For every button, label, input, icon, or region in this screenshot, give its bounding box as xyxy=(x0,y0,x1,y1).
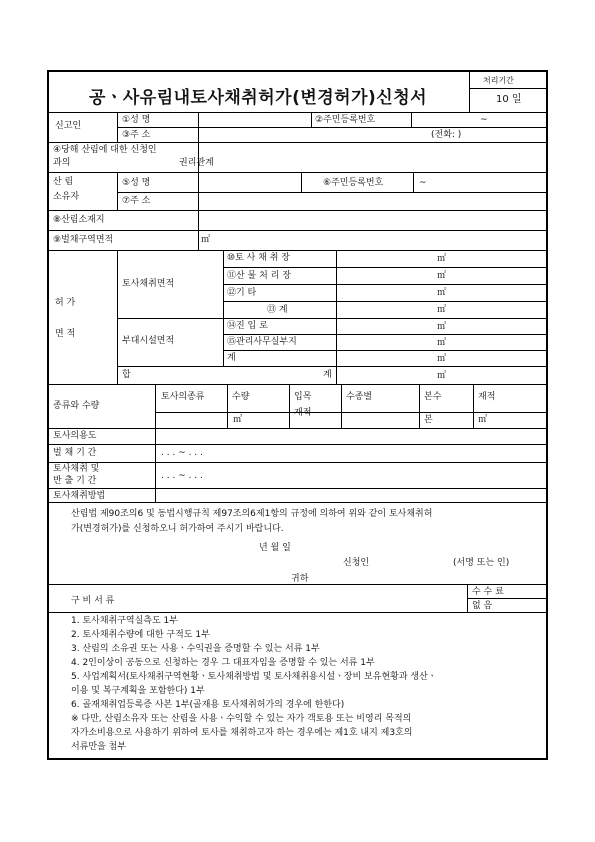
declaration-signer: 신청인 xyxy=(343,558,370,568)
document-item: 5. 사업계획서(토사채취구역현황ㆍ토사채취방법 및 토사채취용시설ㆍ장비 보유현황과 생산ㆍ xyxy=(71,672,437,682)
felling-period-dates: . . . ~ . . . xyxy=(161,448,203,458)
felling-area-label: ⑨벌채구역면적 xyxy=(53,235,114,245)
extraction-period-label-1: 토사채취 및 xyxy=(53,464,100,474)
unit: ㎡ xyxy=(437,338,447,348)
declaration-date: 년 월 일 xyxy=(259,543,291,553)
applicant-regno-separator: ~ xyxy=(480,115,488,125)
declaration-to: 귀하 xyxy=(291,574,309,584)
applicant-label: 신고인 xyxy=(55,121,82,131)
applicant-phone-label: (전화: ) xyxy=(431,130,462,140)
document-item: 4. 2인이상이 공동으로 신청하는 경우 그 대표자임을 증명할 수 있는 서류 1부 xyxy=(71,658,375,668)
extraction-method-label: 토사채취방법 xyxy=(53,491,106,501)
document-note: 서류만을 첨부 xyxy=(71,742,127,752)
soil-type-header: 토사의종류 xyxy=(161,392,205,402)
declaration-sign: (서명 또는 인) xyxy=(453,558,510,568)
application-form xyxy=(47,70,548,760)
total-label: 합 xyxy=(122,370,131,380)
rights-label-line1: ④당해 산림에 대한 신청인 xyxy=(53,145,157,155)
unit: ㎡ xyxy=(437,305,447,315)
owner-regno-separator: ~ xyxy=(419,178,427,188)
species-quantity-label: 종류와 수량 xyxy=(53,401,100,411)
location-label: ⑧산림소재지 xyxy=(53,215,105,225)
volume-unit: ㎥ xyxy=(478,415,488,425)
timber-volume-header-1: 입목 xyxy=(294,392,312,402)
form-title: 공ㆍ사유림내토사채취허가(변경허가)신청서 xyxy=(89,88,428,108)
applicant-address-label: ③주 소 xyxy=(122,130,151,140)
volume-header: 재적 xyxy=(478,392,496,402)
declaration-line2: 가(변경허가)를 신청하오니 허가하여 주시기 바랍니다. xyxy=(71,524,284,534)
owner-regno-label: ⑥주민등록번호 xyxy=(323,178,384,188)
permit-label-a: 허 가 xyxy=(55,298,76,308)
applicant-regno-label: ②주민등록번호 xyxy=(315,115,376,125)
unit: ㎡ xyxy=(437,288,447,298)
facility-item-road: ⑭진 입 로 xyxy=(227,321,268,331)
unit: ㎡ xyxy=(437,354,447,364)
document-note: 자가소비용으로 사용하기 위하여 토사를 채취하고자 하는 경우에는 제1호 내지 제3호의 xyxy=(71,728,413,738)
processing-period-value: 10 일 xyxy=(496,94,522,105)
unit: ㎡ xyxy=(437,322,447,332)
document-note: ※ 다만, 산림소유자 또는 산림을 사용ㆍ수익할 수 있는 자가 객토용 또는 비영리 목적의 xyxy=(71,714,412,724)
document-item: 1. 토사채취구역실측도 1부 xyxy=(71,616,178,626)
rights-label-line2a: 과의 xyxy=(53,158,71,168)
unit: ㎡ xyxy=(437,371,447,381)
species-header: 수종별 xyxy=(346,392,373,402)
document-item: 2. 토사채취수량에 대한 구적도 1부 xyxy=(71,630,210,640)
owner-label-top: 산 림 xyxy=(53,177,74,187)
facility-item-subtotal: 계 xyxy=(227,353,236,363)
unit: ㎡ xyxy=(437,254,447,264)
rights-label-line2b: 권리관계 xyxy=(179,158,214,168)
applicant-name-label: ①성 명 xyxy=(122,115,151,125)
fee-label: 수 수 료 xyxy=(472,587,504,597)
owner-address-label: ⑦주 소 xyxy=(122,196,151,206)
permit-item-subtotal: ⑬ 계 xyxy=(267,305,288,315)
facility-item-office: ⑮관리사무실부지 xyxy=(227,337,297,347)
owner-label-bottom: 소유자 xyxy=(53,192,80,202)
document-item: 6. 골재채취업등록증 사본 1부(골재용 토사채취허가의 경우에 한한다) xyxy=(71,700,345,710)
declaration-line1: 산림법 제90조의6 및 동법시행규칙 제97조의6제1항의 규정에 의하여 위와 같이 토사채취허 xyxy=(71,509,433,519)
soil-area-label: 토사채취면적 xyxy=(122,279,175,289)
total-suffix: 계 xyxy=(323,370,332,380)
processing-period-label: 처리기간 xyxy=(483,76,514,85)
count-header: 본수 xyxy=(424,392,442,402)
owner-name-label: ⑤성 명 xyxy=(122,178,151,188)
count-unit: 본 xyxy=(424,415,433,425)
felling-period-label: 벌 채 기 간 xyxy=(53,448,97,458)
document-item: 이용 및 복구계획을 포함한다) 1부 xyxy=(71,686,205,696)
document-item: 3. 산림의 소유권 또는 사용ㆍ수익권을 증명할 수 있는 서류 1부 xyxy=(71,644,320,654)
extraction-period-label-2: 반 출 기 간 xyxy=(53,476,97,486)
facility-area-label: 부대시설면적 xyxy=(122,336,175,346)
permit-label-b: 면 적 xyxy=(55,329,76,339)
permit-item-other: ⑫기 타 xyxy=(227,288,257,298)
extraction-period-dates: . . . ~ . . . xyxy=(161,471,203,481)
permit-item-soil: ⑩토 사 채 취 장 xyxy=(227,253,290,263)
quantity-unit: ㎥ xyxy=(233,415,243,425)
fee-value: 없 음 xyxy=(472,601,493,611)
soil-use-label: 토사의용도 xyxy=(53,431,97,441)
quantity-header: 수량 xyxy=(232,392,250,402)
felling-area-unit: ㎡ xyxy=(201,235,211,245)
unit: ㎡ xyxy=(437,271,447,281)
permit-item-product: ⑪산 물 처 리 장 xyxy=(227,271,291,281)
documents-heading: 구 비 서 류 xyxy=(71,596,115,606)
timber-volume-header-2: 재적 xyxy=(294,408,312,418)
